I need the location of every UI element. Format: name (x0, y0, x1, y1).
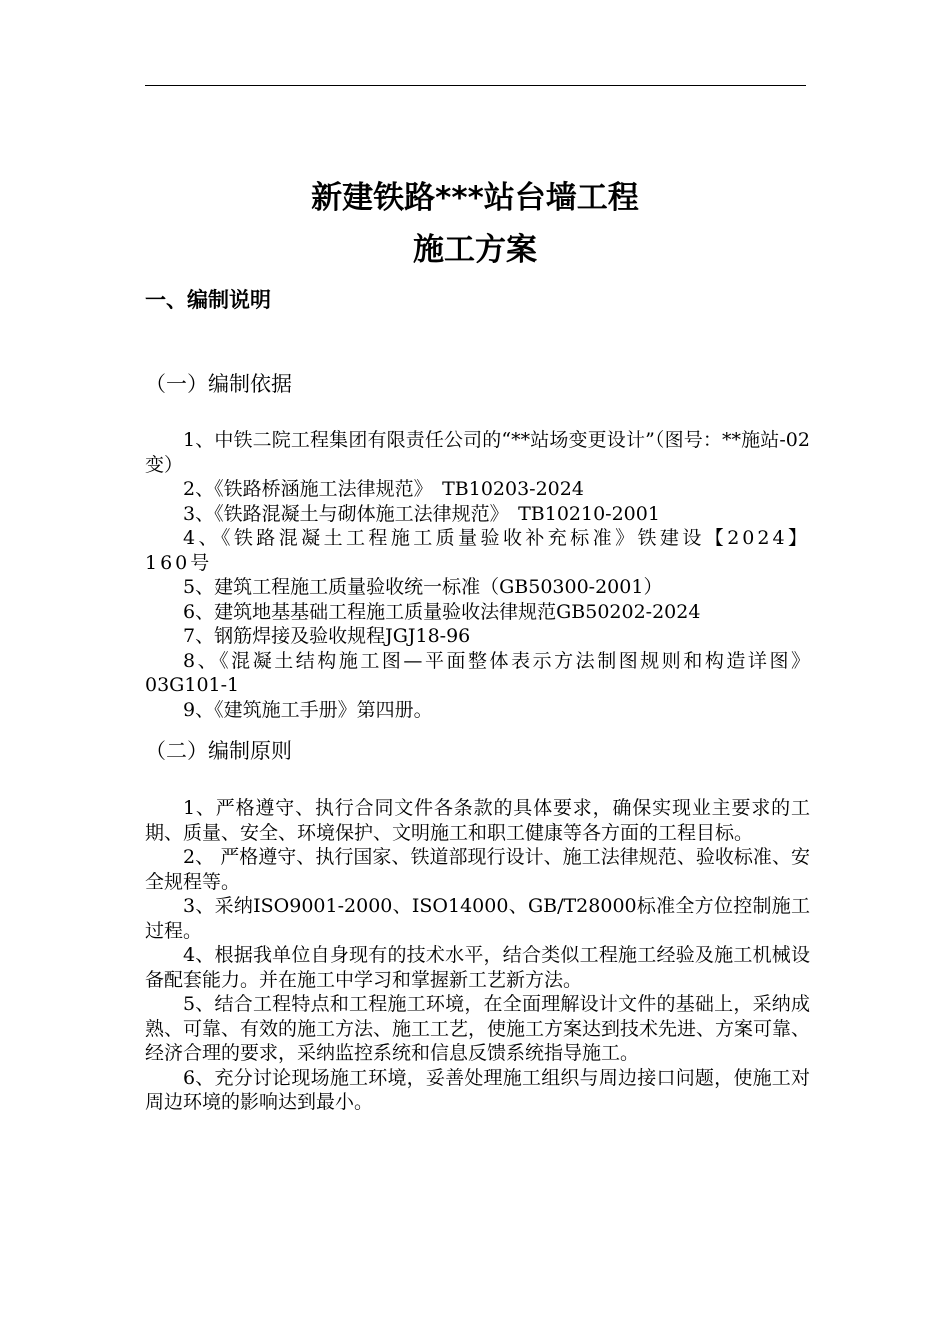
principle-item: 5、结合工程特点和工程施工环境，在全面理解设计文件的基础上，采纳成熟、可靠、有效的施工方法、施工工艺，使施工方案达到技术先进、方案可靠、经济合理的要求，采纳监控系统和信息反馈系统指导施工。 (145, 993, 811, 1064)
principle-item: 4、根据我单位自身现有的技术水平，结合类似工程施工经验及施工机械设备配套能力。并在施工中学习和掌握新工艺新方法。 (145, 944, 810, 991)
document-subtitle: 施工方案 (413, 232, 537, 268)
basis-item: 5、建筑工程施工质量验收统一标准（GB50300-2001） (183, 576, 663, 598)
basis-item: 9、《建筑施工手册》第四册。 (183, 698, 433, 721)
document-title: 新建铁路***站台墙工程 (311, 180, 639, 216)
principle-item: 3、采纳ISO9001-2000、ISO14000、GB/T28000标准全方位控制施工过程。 (145, 895, 810, 942)
principle-item: 2、 严格遵守、执行国家、铁道部现行设计、施工法律规范、验收标准、安全规程等。 (145, 846, 810, 893)
basis-item: 7、钢筋焊接及验收规程JGJ18-96 (183, 625, 471, 647)
basis-item: 8、《混凝土结构施工图—平面整体表示方法制图规则和构造详图》03G101-1 (145, 649, 810, 696)
basis-item: 3、《铁路混凝土与砌体施工法律规范》 TB10210-2001 (183, 502, 660, 525)
principle-item: 1、严格遵守、执行合同文件各条款的具体要求，确保实现业主要求的工期、质量、安全、环境保护、文明施工和职工健康等各方面的工程目标。 (145, 797, 810, 844)
section-heading-1: 一、编制说明 (145, 288, 271, 312)
basis-item: 6、建筑地基基础工程施工质量验收法律规范GB50202-2024 (183, 600, 701, 623)
principles-list (145, 796, 810, 1115)
subsection-heading-basis: （一）编制依据 (145, 372, 292, 396)
basis-item: 2、《铁路桥涵施工法律规范》 TB10203-2024 (183, 478, 584, 500)
basis-item: 1、中铁二院工程集团有限责任公司的“**站场变更设计”（图号：**施站-02变） (145, 429, 810, 476)
subsection-heading-principles: （二）编制原则 (145, 739, 292, 763)
basis-list (145, 428, 810, 722)
header-rule (145, 85, 806, 86)
principle-item: 6、充分讨论现场施工环境，妥善处理施工组织与周边接口问题，使施工对周边环境的影响达到最小。 (145, 1066, 810, 1113)
basis-item: 4、《铁路混凝土工程施工质量验收补充标准》铁建设【2024】160号 (145, 527, 810, 574)
